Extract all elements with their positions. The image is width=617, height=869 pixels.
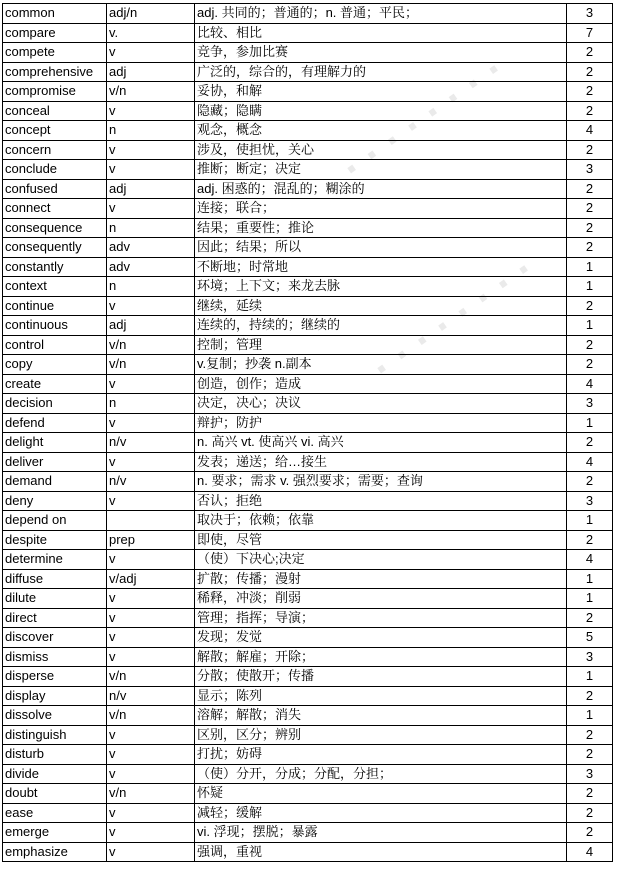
frequency-cell: 4	[567, 121, 613, 141]
frequency-cell: 3	[567, 160, 613, 180]
table-row	[3, 140, 613, 160]
pos-cell: v/n	[107, 335, 195, 355]
table-row	[3, 160, 613, 180]
frequency-cell: 1	[567, 589, 613, 609]
word-cell: emerge	[3, 823, 107, 843]
pos-cell: adj	[107, 179, 195, 199]
meaning-cell: 竞争，参加比赛	[195, 43, 567, 63]
word-cell: consequence	[3, 218, 107, 238]
table-row	[3, 842, 613, 862]
frequency-cell: 2	[567, 82, 613, 102]
table-row	[3, 4, 613, 24]
frequency-cell: 2	[567, 725, 613, 745]
table-row	[3, 335, 613, 355]
frequency-cell: 2	[567, 179, 613, 199]
frequency-cell: 4	[567, 550, 613, 570]
meaning-cell: （使）分开，分成；分配，分担；	[195, 764, 567, 784]
pos-cell: v	[107, 764, 195, 784]
frequency-cell: 2	[567, 823, 613, 843]
word-cell: depend on	[3, 511, 107, 531]
frequency-cell: 5	[567, 628, 613, 648]
table-row	[3, 667, 613, 687]
meaning-cell: 减轻；缓解	[195, 803, 567, 823]
pos-cell: n/v	[107, 686, 195, 706]
meaning-cell: 因此；结果；所以	[195, 238, 567, 258]
table-row	[3, 608, 613, 628]
frequency-cell: 2	[567, 62, 613, 82]
pos-cell: v/n	[107, 784, 195, 804]
meaning-cell: 不断地；时常地	[195, 257, 567, 277]
table-row	[3, 511, 613, 531]
word-cell: connect	[3, 199, 107, 219]
word-cell: dilute	[3, 589, 107, 609]
frequency-cell: 2	[567, 530, 613, 550]
table-row	[3, 316, 613, 336]
meaning-cell: 强调，重视	[195, 842, 567, 862]
meaning-cell: 妥协，和解	[195, 82, 567, 102]
word-cell: divide	[3, 764, 107, 784]
meaning-cell: n. 高兴 vt. 使高兴 vi. 高兴	[195, 433, 567, 453]
frequency-cell: 7	[567, 23, 613, 43]
vocabulary-table	[2, 3, 613, 862]
table-row	[3, 23, 613, 43]
table-row	[3, 823, 613, 843]
pos-cell: v	[107, 43, 195, 63]
word-cell: comprehensive	[3, 62, 107, 82]
frequency-cell: 3	[567, 647, 613, 667]
pos-cell: adj	[107, 316, 195, 336]
table-row	[3, 121, 613, 141]
meaning-cell: 显示；陈列	[195, 686, 567, 706]
frequency-cell: 2	[567, 745, 613, 765]
table-row	[3, 238, 613, 258]
frequency-cell: 2	[567, 472, 613, 492]
word-cell: deny	[3, 491, 107, 511]
table-row	[3, 374, 613, 394]
pos-cell: adj/n	[107, 4, 195, 24]
frequency-cell: 1	[567, 511, 613, 531]
word-cell: compare	[3, 23, 107, 43]
table-row	[3, 433, 613, 453]
pos-cell: v	[107, 101, 195, 121]
watermark: · · · · · · · ·	[365, 250, 541, 390]
table-row	[3, 569, 613, 589]
meaning-cell: 溶解；解散；消失	[195, 706, 567, 726]
meaning-cell: 广泛的，综合的，有理解力的	[195, 62, 567, 82]
table-row	[3, 725, 613, 745]
frequency-cell: 4	[567, 374, 613, 394]
pos-cell: v	[107, 725, 195, 745]
frequency-cell: 4	[567, 452, 613, 472]
frequency-cell: 2	[567, 686, 613, 706]
pos-cell: v	[107, 842, 195, 862]
meaning-cell: 结果；重要性；推论	[195, 218, 567, 238]
meaning-cell: （使）下决心;决定	[195, 550, 567, 570]
pos-cell: v	[107, 823, 195, 843]
meaning-cell: 辩护；防护	[195, 413, 567, 433]
table-row	[3, 218, 613, 238]
pos-cell: v	[107, 628, 195, 648]
word-cell: create	[3, 374, 107, 394]
meaning-cell: adj. 困惑的；混乱的；糊涂的	[195, 179, 567, 199]
meaning-cell: 决定，决心；决议	[195, 394, 567, 414]
word-cell: disturb	[3, 745, 107, 765]
pos-cell: v	[107, 452, 195, 472]
word-cell: common	[3, 4, 107, 24]
frequency-cell: 2	[567, 335, 613, 355]
meaning-cell: n. 要求；需求 v. 强烈要求；需要；查询	[195, 472, 567, 492]
word-cell: confused	[3, 179, 107, 199]
frequency-cell: 2	[567, 803, 613, 823]
word-cell: disperse	[3, 667, 107, 687]
word-cell: display	[3, 686, 107, 706]
pos-cell: adj	[107, 62, 195, 82]
frequency-cell: 1	[567, 413, 613, 433]
meaning-cell: 发表；递送；给…接生	[195, 452, 567, 472]
pos-cell: v	[107, 296, 195, 316]
meaning-cell: 管理；指挥；导演；	[195, 608, 567, 628]
pos-cell: v.	[107, 23, 195, 43]
table-row	[3, 277, 613, 297]
table-row	[3, 413, 613, 433]
pos-cell: adv	[107, 257, 195, 277]
watermark: · · · · · · · ·	[335, 50, 511, 190]
word-cell: demand	[3, 472, 107, 492]
pos-cell: v	[107, 491, 195, 511]
frequency-cell: 1	[567, 667, 613, 687]
pos-cell: v	[107, 199, 195, 219]
pos-cell: prep	[107, 530, 195, 550]
frequency-cell: 3	[567, 4, 613, 24]
pos-cell: v/n	[107, 82, 195, 102]
word-cell: distinguish	[3, 725, 107, 745]
meaning-cell: 怀疑	[195, 784, 567, 804]
frequency-cell: 1	[567, 706, 613, 726]
vocabulary-table-body	[3, 4, 613, 862]
word-cell: concern	[3, 140, 107, 160]
word-cell: consequently	[3, 238, 107, 258]
word-cell: concept	[3, 121, 107, 141]
frequency-cell: 1	[567, 277, 613, 297]
word-cell: delight	[3, 433, 107, 453]
pos-cell: v	[107, 160, 195, 180]
word-cell: compromise	[3, 82, 107, 102]
meaning-cell: v.复制；抄袭 n.副本	[195, 355, 567, 375]
frequency-cell: 2	[567, 199, 613, 219]
pos-cell: v	[107, 647, 195, 667]
table-row	[3, 686, 613, 706]
word-cell: decision	[3, 394, 107, 414]
word-cell: copy	[3, 355, 107, 375]
pos-cell: v	[107, 803, 195, 823]
pos-cell: n	[107, 218, 195, 238]
table-row	[3, 745, 613, 765]
frequency-cell: 2	[567, 238, 613, 258]
pos-cell: v/n	[107, 355, 195, 375]
meaning-cell: 观念，概念	[195, 121, 567, 141]
meaning-cell: 创造，创作；造成	[195, 374, 567, 394]
frequency-cell: 2	[567, 355, 613, 375]
pos-cell: v	[107, 608, 195, 628]
frequency-cell: 2	[567, 433, 613, 453]
pos-cell: v	[107, 550, 195, 570]
word-cell: doubt	[3, 784, 107, 804]
word-cell: diffuse	[3, 569, 107, 589]
word-cell: deliver	[3, 452, 107, 472]
meaning-cell: 控制；管理	[195, 335, 567, 355]
pos-cell: v/adj	[107, 569, 195, 589]
meaning-cell: 否认；拒绝	[195, 491, 567, 511]
word-cell: conceal	[3, 101, 107, 121]
pos-cell: v	[107, 374, 195, 394]
frequency-cell: 2	[567, 608, 613, 628]
table-row	[3, 43, 613, 63]
meaning-cell: 连接；联合；	[195, 199, 567, 219]
word-cell: despite	[3, 530, 107, 550]
table-row	[3, 101, 613, 121]
meaning-cell: 隐藏；隐瞒	[195, 101, 567, 121]
pos-cell: v/n	[107, 706, 195, 726]
meaning-cell: 区别，区分；辨别	[195, 725, 567, 745]
meaning-cell: 推断；断定；决定	[195, 160, 567, 180]
frequency-cell: 3	[567, 764, 613, 784]
meaning-cell: 发现；发觉	[195, 628, 567, 648]
table-row	[3, 628, 613, 648]
table-row	[3, 803, 613, 823]
pos-cell: n/v	[107, 472, 195, 492]
table-row	[3, 257, 613, 277]
meaning-cell: 涉及，使担忧，关心	[195, 140, 567, 160]
table-row	[3, 394, 613, 414]
meaning-cell: 扩散；传播；漫射	[195, 569, 567, 589]
meaning-cell: 连续的，持续的；继续的	[195, 316, 567, 336]
table-row	[3, 589, 613, 609]
table-row	[3, 764, 613, 784]
pos-cell	[107, 511, 195, 531]
word-cell: control	[3, 335, 107, 355]
pos-cell: v	[107, 140, 195, 160]
pos-cell: adv	[107, 238, 195, 258]
table-row	[3, 647, 613, 667]
word-cell: defend	[3, 413, 107, 433]
meaning-cell: 解散；解雇；开除；	[195, 647, 567, 667]
table-row	[3, 296, 613, 316]
word-cell: conclude	[3, 160, 107, 180]
pos-cell: n	[107, 277, 195, 297]
frequency-cell: 4	[567, 842, 613, 862]
meaning-cell: 稀释，冲淡；削弱	[195, 589, 567, 609]
word-cell: compete	[3, 43, 107, 63]
table-row	[3, 784, 613, 804]
meaning-cell: 环境；上下文；来龙去脉	[195, 277, 567, 297]
pos-cell: v	[107, 745, 195, 765]
meaning-cell: 取决于；依赖；依靠	[195, 511, 567, 531]
word-cell: continue	[3, 296, 107, 316]
word-cell: continuous	[3, 316, 107, 336]
pos-cell: n	[107, 394, 195, 414]
meaning-cell: 即使，尽管	[195, 530, 567, 550]
frequency-cell: 1	[567, 316, 613, 336]
frequency-cell: 3	[567, 394, 613, 414]
frequency-cell: 3	[567, 491, 613, 511]
meaning-cell: 打扰；妨碍	[195, 745, 567, 765]
frequency-cell: 2	[567, 296, 613, 316]
table-row	[3, 82, 613, 102]
table-row	[3, 706, 613, 726]
pos-cell: n/v	[107, 433, 195, 453]
word-cell: emphasize	[3, 842, 107, 862]
meaning-cell: 继续，延续	[195, 296, 567, 316]
table-row	[3, 472, 613, 492]
frequency-cell: 1	[567, 569, 613, 589]
frequency-cell: 2	[567, 43, 613, 63]
pos-cell: v	[107, 413, 195, 433]
word-cell: dismiss	[3, 647, 107, 667]
table-row	[3, 530, 613, 550]
pos-cell: n	[107, 121, 195, 141]
meaning-cell: vi. 浮现；摆脱；暴露	[195, 823, 567, 843]
table-row	[3, 491, 613, 511]
frequency-cell: 1	[567, 257, 613, 277]
meaning-cell: 比较、相比	[195, 23, 567, 43]
pos-cell: v	[107, 589, 195, 609]
table-row	[3, 62, 613, 82]
meaning-cell: adj. 共同的；普通的；n. 普通；平民；	[195, 4, 567, 24]
frequency-cell: 2	[567, 101, 613, 121]
table-row	[3, 452, 613, 472]
word-cell: context	[3, 277, 107, 297]
word-cell: constantly	[3, 257, 107, 277]
frequency-cell: 2	[567, 140, 613, 160]
word-cell: discover	[3, 628, 107, 648]
meaning-cell: 分散；使散开；传播	[195, 667, 567, 687]
table-row	[3, 550, 613, 570]
word-cell: determine	[3, 550, 107, 570]
table-row	[3, 355, 613, 375]
word-cell: dissolve	[3, 706, 107, 726]
table-row	[3, 199, 613, 219]
word-cell: direct	[3, 608, 107, 628]
pos-cell: v/n	[107, 667, 195, 687]
word-cell: ease	[3, 803, 107, 823]
frequency-cell: 2	[567, 218, 613, 238]
frequency-cell: 2	[567, 784, 613, 804]
table-row	[3, 179, 613, 199]
